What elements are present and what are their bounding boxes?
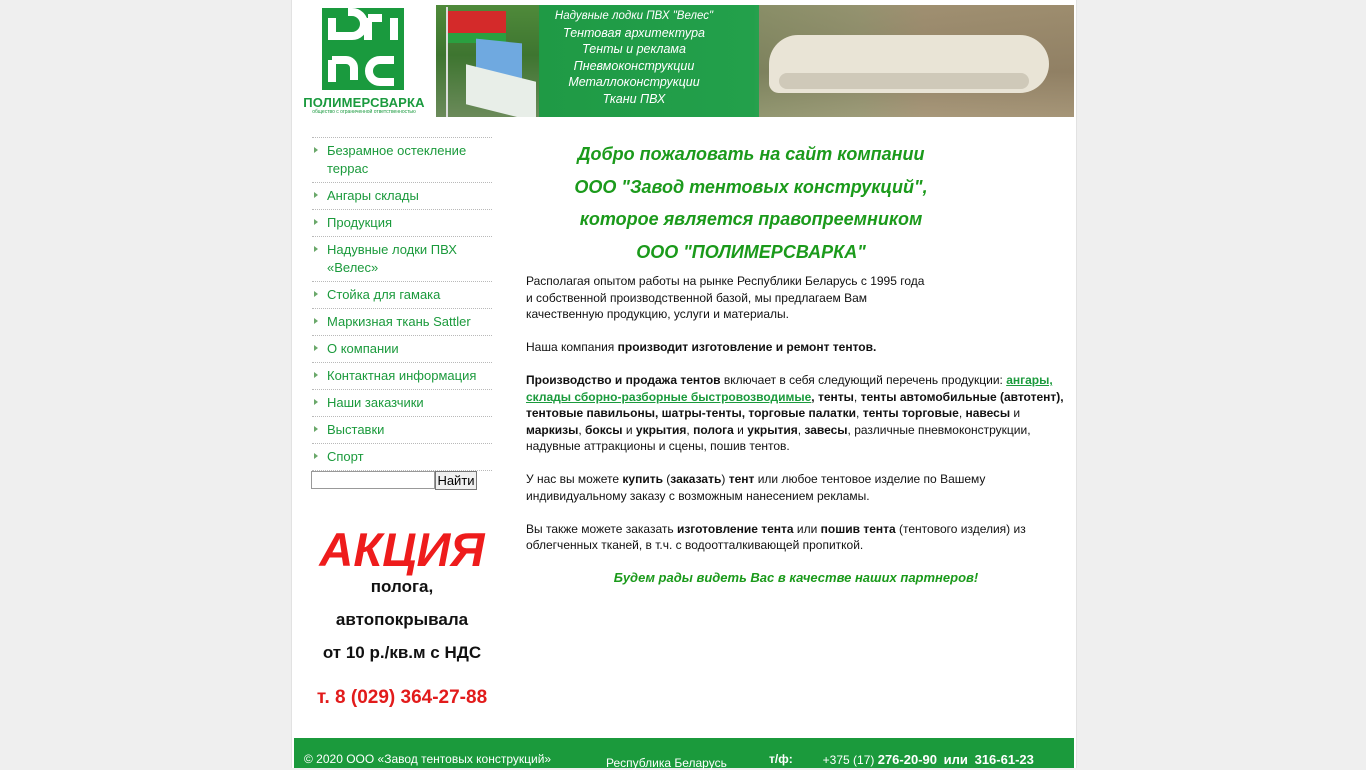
text-span: , xyxy=(578,422,585,437)
text-span: , xyxy=(797,422,805,437)
text-span: , xyxy=(958,406,966,420)
text-span: ( xyxy=(662,472,671,486)
text-span: включает в себя следующий перечень продукции: xyxy=(720,373,1007,387)
flag-company xyxy=(466,64,536,117)
sidebar-item-label[interactable]: Стойка для гамака xyxy=(327,287,441,302)
bullet-icon xyxy=(314,345,318,351)
text-span: (тентового изделия) из xyxy=(895,521,1026,536)
text-span: Наша компания xyxy=(526,340,618,354)
phone-number: 276-20-90 xyxy=(877,752,937,767)
sidebar-item-hammock-stand[interactable] xyxy=(312,281,492,308)
text-span: или xyxy=(793,521,821,536)
bullet-icon xyxy=(314,399,318,405)
sidebar-item-label[interactable]: Продукция xyxy=(327,215,393,230)
link-warehouses[interactable]: склады сборно-разборные быстровозводимые xyxy=(526,389,812,404)
promo-phone: т. 8 (029) 364-27-88 xyxy=(316,687,488,708)
bullet-icon xyxy=(314,453,318,459)
paragraph-products-list xyxy=(526,372,1066,455)
sidebar-item-sattler[interactable] xyxy=(312,308,492,335)
sidebar-item-label[interactable]: Контактная информация xyxy=(327,368,477,383)
footer xyxy=(294,738,1074,768)
logo-company-name: ПОЛИМЕРСВАРКА xyxy=(303,95,425,110)
flags-photo xyxy=(436,5,539,117)
sidebar-item-products[interactable] xyxy=(312,209,492,236)
search-button[interactable]: Найти xyxy=(435,471,477,490)
bullet-icon xyxy=(314,147,318,153)
text-span: , xyxy=(686,422,694,437)
boat-hull-image xyxy=(779,73,1029,89)
welcome-line: ООО "ПОЛИМЕРСВАРКА" xyxy=(636,241,866,262)
bullet-icon xyxy=(314,291,318,297)
phone-code: +375 (17) xyxy=(822,753,875,767)
sidebar-item-boats[interactable] xyxy=(312,236,492,281)
sidebar-item-label[interactable]: Выставки xyxy=(327,422,385,437)
text-span: , xyxy=(856,406,863,420)
page-container xyxy=(291,0,1077,768)
text-bold: тентовые павильоны, шатры-тенты, торговые палатки xyxy=(526,406,857,420)
sidebar-item-hangars[interactable] xyxy=(312,182,492,209)
sidebar-item-label[interactable]: Наши заказчики xyxy=(327,395,424,410)
text-bold: купить xyxy=(622,472,663,486)
sidebar-item-sport[interactable] xyxy=(312,443,492,471)
sidebar-item-contacts[interactable] xyxy=(312,362,492,389)
text-span: и xyxy=(733,422,748,437)
footer-phone-label: т/ф: xyxy=(769,752,793,766)
text-bold: тент xyxy=(728,472,755,486)
text-span: качественную продукцию, услуги и материалы. xyxy=(526,307,789,321)
text-span: Вы также можете заказать xyxy=(526,521,677,536)
tagline-item: Надувные лодки ПВХ "Велес" xyxy=(554,10,714,22)
header-tagline xyxy=(539,8,729,107)
search-input[interactable] xyxy=(311,471,435,489)
paragraph-order xyxy=(526,471,1066,504)
bullet-icon xyxy=(314,372,318,378)
bullet-icon xyxy=(314,192,318,198)
company-logo[interactable] xyxy=(294,5,434,117)
sidebar-item-label[interactable]: О компании xyxy=(327,341,399,356)
sidebar-item-label[interactable]: Надувные лодки ПВХ «Велес» xyxy=(327,242,457,275)
flag-red-stripe xyxy=(448,11,506,33)
text-span: , xyxy=(853,389,861,404)
welcome-line: Добро пожаловать на сайт компании xyxy=(577,144,925,164)
text-span: и собственной производственной базой, мы предлагаем Вам xyxy=(526,290,868,305)
sidebar-item-label[interactable]: Маркизная ткань Sattler xyxy=(327,314,471,329)
tagline-item: Тенты и реклама xyxy=(582,42,686,56)
text-span: надувные аттракционы и сцены, пошив тентов. xyxy=(526,439,790,453)
paragraph-experience xyxy=(526,273,1066,323)
text-span: и xyxy=(1010,406,1021,420)
promo-block[interactable] xyxy=(304,522,500,709)
welcome-line: ООО "Завод тентовых конструкций", xyxy=(574,176,928,197)
tagline-item: Металлоконструкции xyxy=(568,75,700,89)
bullet-icon xyxy=(314,246,318,252)
sidebar-item-exhibitions[interactable] xyxy=(312,416,492,443)
closing-message: Будем рады видеть Вас в качестве наших партнеров! xyxy=(613,570,979,585)
header-banner xyxy=(294,5,1074,117)
promo-line: от 10 р./кв.м с НДС xyxy=(322,643,482,662)
text-bold: полога xyxy=(693,422,734,437)
text-span: индивидуальному заказу с возможным нанесением рекламы. xyxy=(526,488,870,503)
text-bold: заказать xyxy=(670,472,722,486)
sidebar-item-terrace-glazing[interactable] xyxy=(312,137,492,182)
phone-or: или xyxy=(943,752,968,767)
sidebar-item-about[interactable] xyxy=(312,335,492,362)
promo-title: АКЦИЯ xyxy=(319,523,485,576)
text-bold: укрытия xyxy=(635,422,687,437)
paragraph-sewing xyxy=(526,521,1066,554)
footer-copyright: © 2020 ООО «Завод тентовых конструкций» xyxy=(304,752,552,766)
promo-line: автопокрывала xyxy=(335,610,469,629)
logo-mark-icon xyxy=(322,8,404,90)
search-form xyxy=(311,471,491,491)
phone-number: 316-61-23 xyxy=(974,752,1034,767)
text-bold: тенты автомобильные (автотент), xyxy=(860,389,1064,404)
welcome-heading xyxy=(526,138,976,268)
tagline-item: Тентовая архитектура xyxy=(562,25,706,40)
sidebar-item-label[interactable]: Безрамное остекление террас xyxy=(327,143,467,176)
bullet-icon xyxy=(314,426,318,432)
paragraph-production xyxy=(526,339,1066,356)
text-span: У нас вы можете xyxy=(526,472,623,486)
text-bold: изготовление тента xyxy=(676,521,794,536)
text-span: Располагая опытом работы на рынке Республики Беларусь с 1995 года xyxy=(526,274,925,288)
text-bold: производит изготовление и ремонт тентов. xyxy=(617,340,877,354)
text-span: облегченных тканей, в т.ч. с водоотталкивающей пропиткой. xyxy=(526,538,864,552)
text-span: , различные пневмоконструкции, xyxy=(847,422,1031,437)
footer-country: Республика Беларусь xyxy=(606,756,727,770)
sidebar-item-label[interactable]: Спорт xyxy=(327,449,364,464)
text-span: ) xyxy=(721,472,729,486)
text-bold: завесы xyxy=(804,422,848,437)
footer-phones xyxy=(806,752,1034,767)
text-bold: Производство и продажа тентов xyxy=(526,373,721,387)
text-bold: маркизы xyxy=(526,422,579,437)
sidebar-item-label[interactable]: Ангары склады xyxy=(327,188,419,203)
sidebar-item-customers[interactable] xyxy=(312,389,492,416)
main-content xyxy=(526,138,1066,585)
logo-subtitle: общество с ограниченной ответственностью xyxy=(312,109,416,115)
tagline-item: Ткани ПВХ xyxy=(602,91,666,106)
tagline-item: Пневмоконструкции xyxy=(573,58,695,73)
text-bold: тенты торговые xyxy=(862,406,959,420)
promo-line: полога, xyxy=(370,577,434,596)
text-bold: пошив тента xyxy=(820,521,896,536)
text-span: и xyxy=(622,422,636,437)
text-bold: навесы xyxy=(965,406,1011,420)
intro-text xyxy=(526,273,1066,554)
text-bold: , тенты xyxy=(811,389,854,404)
welcome-line: которое является правопреемником xyxy=(579,209,923,229)
link-hangars[interactable]: ангары, xyxy=(1006,373,1053,387)
bullet-icon xyxy=(314,219,318,225)
bullet-icon xyxy=(314,318,318,324)
text-bold: укрытия xyxy=(747,422,798,437)
text-bold: боксы xyxy=(585,422,623,437)
text-span: или любое тентовое изделие по Вашему xyxy=(754,472,986,486)
sidebar-nav xyxy=(312,137,492,471)
